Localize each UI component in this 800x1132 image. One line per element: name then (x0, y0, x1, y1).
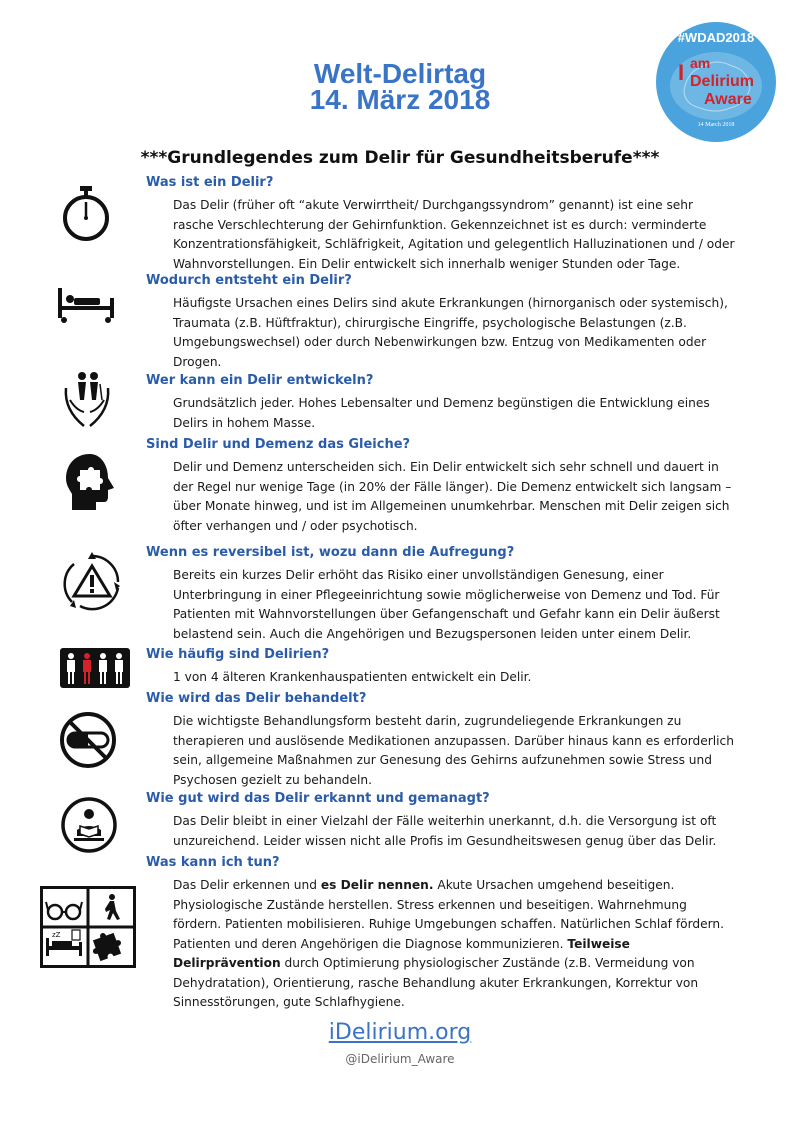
hospital-bed-icon (56, 286, 116, 324)
section-heading: Wie wird das Delir behandelt? (146, 691, 367, 706)
svg-text:Delirium: Delirium (690, 73, 755, 90)
section-text (173, 876, 736, 1013)
action-grid-icon (40, 886, 136, 968)
page-subtitle: ***Grundlegendes zum Delir für Gesundheitsberufe*** (140, 148, 660, 168)
text-part: Akute Ursachen umgehend beseitigen. Physiologische Zustände herstellen. Stress erkennen und beseitigen. Wahrnehmung fördern. Patienten mobilisieren. Ruhige Umgebungen schaffen. Natürlichen Schlaf fördern. Patienten und deren Angehörigen die Diagnose kommunizieren. (173, 878, 725, 951)
svg-text:I: I (678, 60, 685, 85)
section-recognition (146, 790, 736, 851)
section-text: Das Delir (früher oft “akute Verwirrtheit/ Durchgangssyndrom” genannt) ist eine sehr rasche Verschlechterung der Gehirnfunktion. Gekennzeichnet ist es durch: verminderte Konzentrationsfähigkeit, Schläfrigkeit, Agitation und gelegentlich Halluzinationen und / oder Wahnvorstellungen. Ein Delir entwickelt sich innerhalb weniger Stunden oder Tage. (173, 198, 735, 271)
section-heading: Wenn es reversibel ist, wozu dann die Aufregung? (146, 545, 515, 560)
section-heading: Was kann ich tun? (146, 855, 280, 870)
wdad-badge-logo (654, 20, 778, 144)
section-what-can-i-do (146, 854, 736, 1013)
elderly-hands-icon (62, 370, 112, 428)
section-treatment (146, 690, 736, 790)
twitter-handle: @iDelirium_Aware (345, 1052, 455, 1066)
text-part: Das Delir erkennen und (173, 878, 321, 892)
section-heading: Wer kann ein Delir entwickeln? (146, 373, 374, 388)
text-part-bold: es Delir nennen. (320, 878, 434, 892)
page-title: Welt-Delirtag (313, 58, 487, 89)
section-frequency (146, 646, 736, 688)
section-dementia (146, 436, 736, 536)
head-puzzle-icon (62, 452, 116, 512)
section-reversible (146, 544, 736, 644)
section-text: Das Delir bleibt in einer Vielzahl der Fälle weiterhin unerkannt, d.h. die Versorgung ist oft unzureichend. Leider wissen nicht alle Profis im Gesundheitswesen genug über das Delir. (173, 814, 717, 848)
reader-icon (60, 796, 118, 854)
section-text: Bereits ein kurzes Delir erhöht das Risiko einer unvollständigen Genesung, einer Unterbringung in einer Pflegeeinrichtung sowie möglicherweise von Demenz und Tod. Für Patienten mit Wahnvorstellungen über Gefangenschaft und Gefahr kann ein Delir äußerst belastend sein. Auch die Angehörigen und Bezugspersonen leiden unter einem Delir. (173, 568, 720, 641)
text-part-bold: Teilweise Delirprävention (173, 936, 630, 970)
section-text: Die wichtigste Behandlungsform besteht darin, zugrundeliegende Erkrankungen zu therapieren und auslösende Medikationen anzupassen. Darüber hinaus kann es erforderlich sein, allgemeine Maßnahmen zur Genesung des Gehirns aufzunehmen sowie Stress und Psychosen gezielt zu behandeln. (173, 714, 734, 787)
badge-date: 14 March 2018 (697, 122, 735, 128)
section-causes (146, 272, 736, 372)
section-text: Delir und Demenz unterscheiden sich. Ein Delir entwickelt sich sehr schnell und dauert in der Regel nur wenige Tage (in 20% der Fälle länger). Die Demenz entwickelt sich langsam – über Monate hinweg, und ist im Allgemeinen unumkehrbar. Menschen mit Delir zeigen sich öfter verhangen und / oder psychotisch. (173, 460, 732, 533)
section-heading: Sind Delir und Demenz das Gleiche? (146, 437, 411, 452)
section-heading: Wie häufig sind Delirien? (146, 647, 330, 662)
section-heading: Wodurch entsteht ein Delir? (146, 273, 352, 288)
section-what-is-delirium (146, 174, 736, 274)
badge-hashtag: #WDAD2018 (677, 30, 755, 45)
warning-cycle-icon (60, 550, 124, 614)
section-text: 1 von 4 älteren Krankenhauspatienten entwickelt ein Delir. (173, 670, 532, 684)
stopwatch-icon (60, 186, 112, 242)
svg-text:zZ: zZ (52, 931, 61, 939)
people-ratio-icon (60, 648, 130, 688)
no-pill-icon (58, 710, 118, 770)
section-text: Häufigste Ursachen eines Delirs sind akute Erkrankungen (hirnorganisch oder systemisch), Traumata (z.B. Hüftfraktur), chirurgische Eingriffe, psychologische Belastungen (z.B. Umgebungswechsel) oder durch Nebenwirkungen bzw. Entzug von Medikamenten oder Drogen. (173, 296, 728, 369)
svg-text:am: am (690, 55, 711, 71)
website-link[interactable]: iDelirium.org (328, 1020, 472, 1045)
section-heading: Was ist ein Delir? (146, 175, 274, 190)
section-heading: Wie gut wird das Delir erkannt und gemanagt? (146, 791, 490, 806)
svg-text:Aware: Aware (704, 91, 752, 108)
section-who (146, 372, 736, 433)
page-date: 14. März 2018 (309, 84, 491, 115)
section-text: Grundsätzlich jeder. Hohes Lebensalter und Demenz begünstigen die Entwicklung eines Delirs in hohem Masse. (173, 396, 710, 430)
text-part: durch Optimierung physiologischer Zustände (z.B. Vermeidung von Dehydratation), Orientierung, rasche Behandlung akuter Erkrankungen, Korrektur von Sinnesstörungen, gute Schlafhygiene. (173, 956, 699, 1009)
